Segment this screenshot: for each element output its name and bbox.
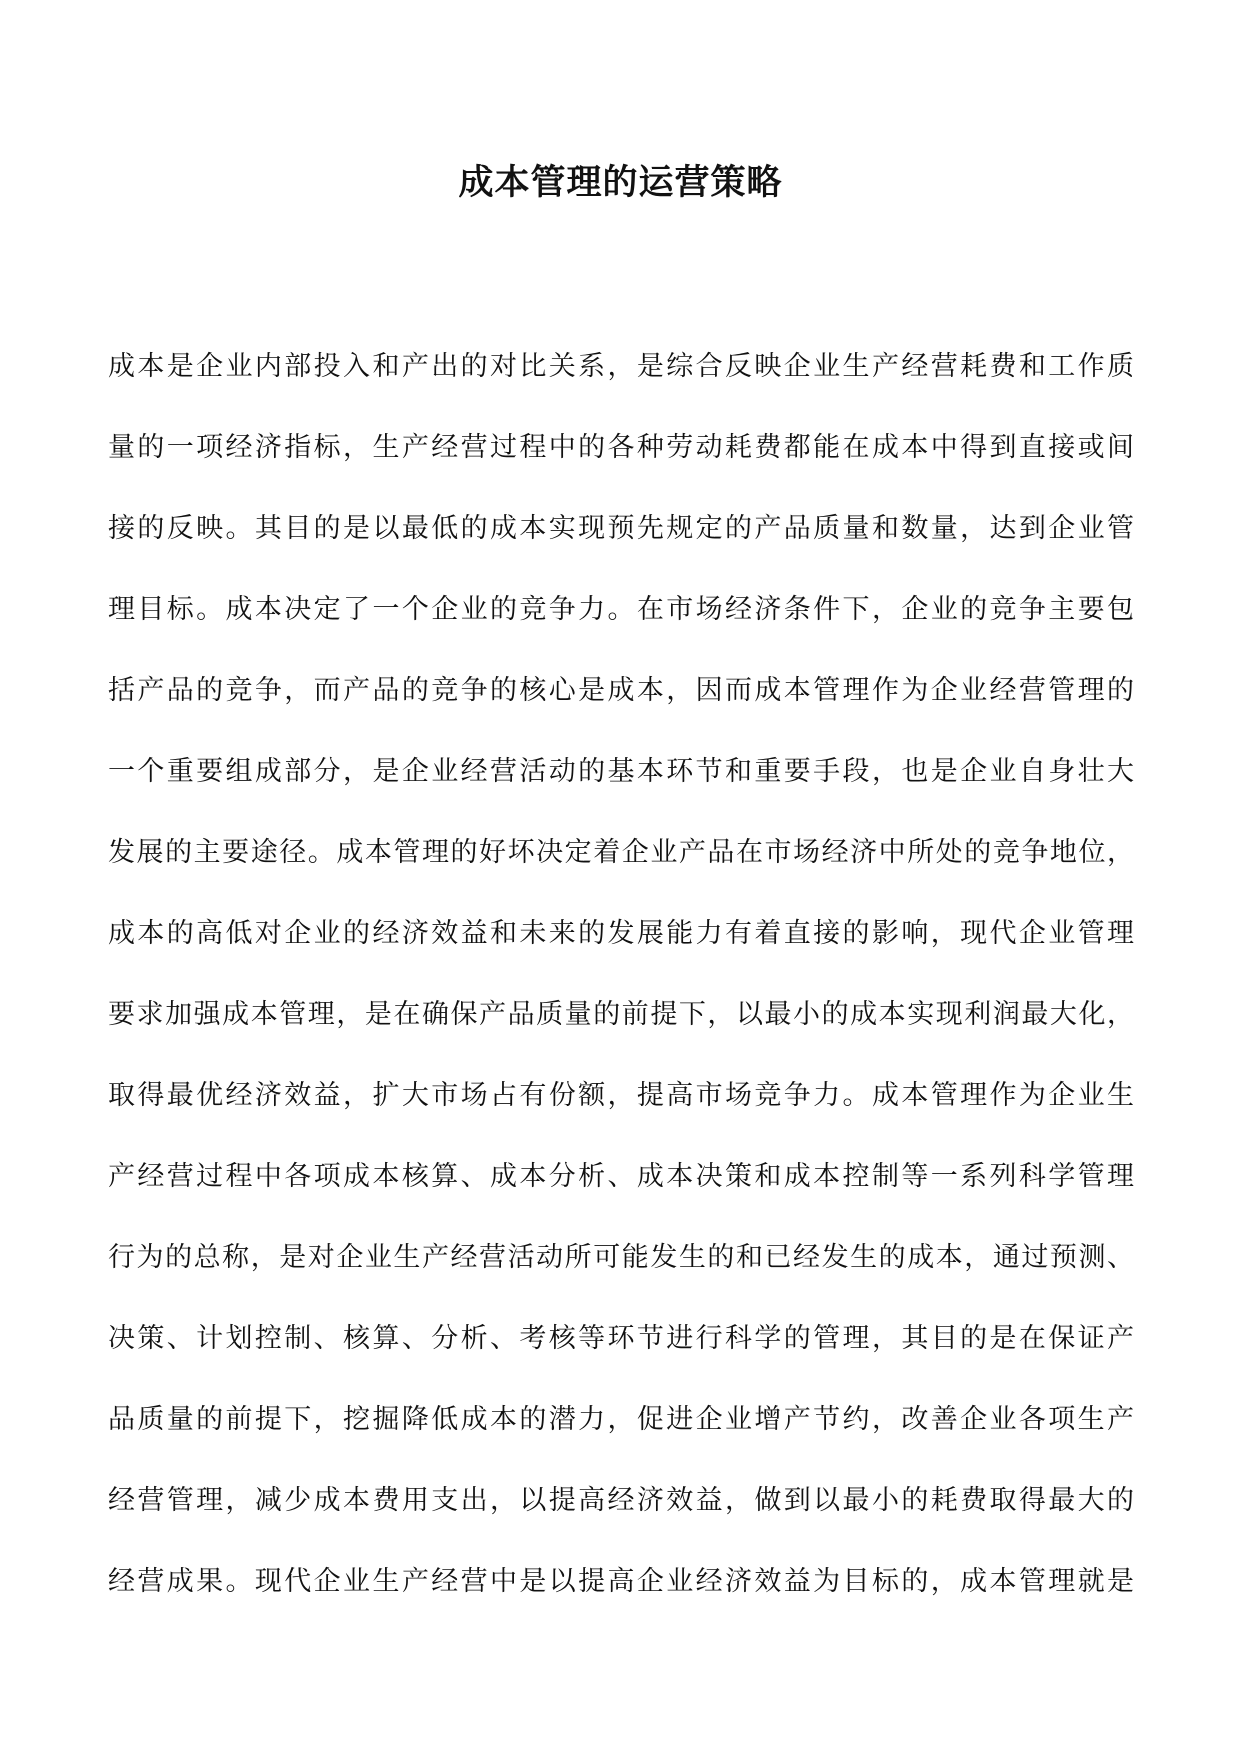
text-line: 理目标。成本决定了一个企业的竞争力。在市场经济条件下，企业的竞争主要包 <box>108 594 1134 625</box>
text-line: 产经营过程中各项成本核算、成本分析、成本决策和成本控制等一系列科学管理 <box>108 1161 1134 1192</box>
text-line: 量的一项经济指标，生产经营过程中的各种劳动耗费都能在成本中得到直接或间 <box>108 432 1134 463</box>
text-line: 一个重要组成部分，是企业经营活动的基本环节和重要手段，也是企业自身壮大 <box>108 756 1134 787</box>
text-line: 成本的高低对企业的经济效益和未来的发展能力有着直接的影响，现代企业管理 <box>108 918 1134 949</box>
text-line: 要求加强成本管理，是在确保产品质量的前提下，以最小的成本实现利润最大化， <box>108 999 1134 1030</box>
text-line: 取得最优经济效益，扩大市场占有份额，提高市场竞争力。成本管理作为企业生 <box>108 1080 1134 1111</box>
body-text <box>108 344 1134 1640</box>
text-line: 经营成果。现代企业生产经营中是以提高企业经济效益为目标的，成本管理就是 <box>108 1566 1134 1597</box>
text-line: 接的反映。其目的是以最低的成本实现预先规定的产品质量和数量，达到企业管 <box>108 513 1134 544</box>
text-line: 品质量的前提下，挖掘降低成本的潜力，促进企业增产节约，改善企业各项生产 <box>108 1404 1134 1435</box>
text-line: 成本是企业内部投入和产出的对比关系，是综合反映企业生产经营耗费和工作质 <box>108 351 1134 382</box>
text-line: 行为的总称，是对企业生产经营活动所可能发生的和已经发生的成本，通过预测、 <box>108 1242 1134 1273</box>
text-line: 括产品的竞争，而产品的竞争的核心是成本，因而成本管理作为企业经营管理的 <box>108 675 1134 706</box>
text-line: 经营管理，减少成本费用支出，以提高经济效益，做到以最小的耗费取得最大的 <box>108 1485 1134 1516</box>
document-title: 成本管理的运营策略 <box>458 163 783 203</box>
text-line: 决策、计划控制、核算、分析、考核等环节进行科学的管理，其目的是在保证产 <box>108 1323 1134 1354</box>
text-line: 发展的主要途径。成本管理的好坏决定着企业产品在市场经济中所处的竞争地位， <box>108 837 1134 868</box>
